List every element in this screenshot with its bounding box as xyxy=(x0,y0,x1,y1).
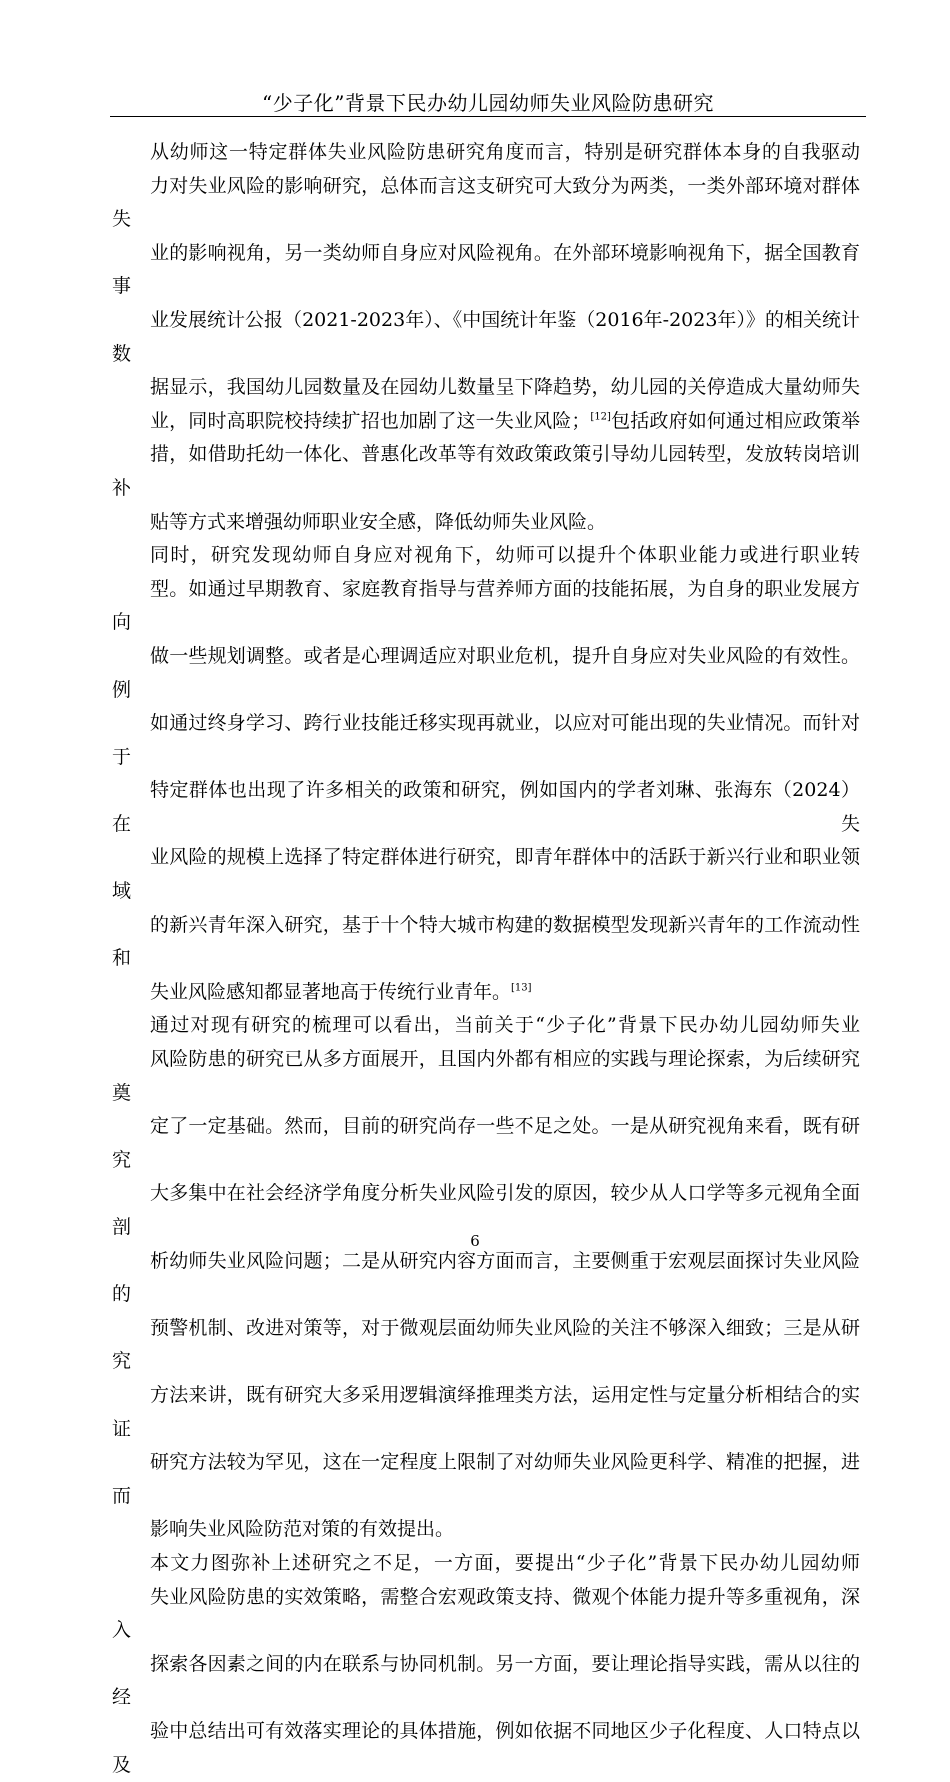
paragraph-4 xyxy=(112,1547,860,1782)
document-body xyxy=(112,136,860,1782)
text-line: 方法来讲，既有研究大多采用逻辑演绎推理类方法，运用定性与定量分析相结合的实证 xyxy=(112,1383,860,1440)
text-line: 风险防患的研究已从多方面展开，且国内外都有相应的实践与理论探索，为后续研究奠 xyxy=(112,1048,860,1104)
citation-marker: [13] xyxy=(511,982,532,994)
text-line: 如通过终身学习、跨行业技能迁移实现再就业，以应对可能出现的失业情况。而针对于 xyxy=(112,712,860,768)
text-line: 同时，研究发现幼师自身应对视角下，幼师可以提升个体职业能力或进行职业转 xyxy=(150,544,860,567)
text-line-with-citation xyxy=(112,976,860,1010)
text-line: 预警机制、改进对策等，对于微观层面幼师失业风险的关注不够深入细致；三是从研究 xyxy=(112,1316,860,1373)
text-line: 特定群体也出现了许多相关的政策和研究，例如国内的学者刘琳、张海东（2024）在失 xyxy=(112,779,860,835)
text-line: 做一些规划调整。或者是心理调适应对职业危机，提升自身应对失业风险的有效性。例 xyxy=(112,644,860,701)
text-line: 业风险的规模上选择了特定群体进行研究，即青年群体中的活跃于新兴行业和职业领域 xyxy=(112,846,860,903)
text-line: 研究方法较为罕见，这在一定程度上限制了对幼师失业风险更科学、精准的把握，进而 xyxy=(112,1451,860,1507)
text-line: 力对失业风险的影响研究，总体而言这支研究可大致分为两类，一类外部环境对群体失 xyxy=(112,174,860,231)
text-line: 定了一定基础。然而，目前的研究尚存一些不足之处。一是从研究视角来看，既有研究 xyxy=(112,1115,860,1171)
text-line: 贴等方式来增强幼师职业安全感，降低幼师失业风险。 xyxy=(150,510,607,533)
text-segment: 业，同时高职院校持续扩招也加剧了这一失业风险； xyxy=(150,409,591,432)
text-line: 析幼师失业风险问题；二是从研究内容方面而言，主要侧重于宏观层面探讨失业风险的 xyxy=(112,1249,860,1306)
page-number: 6 xyxy=(470,1232,480,1250)
text-segment: 失业风险感知都显著地高于传统行业青年。 xyxy=(150,980,512,1003)
text-segment: 包括政府如何通过相应政策举 xyxy=(610,409,860,432)
text-line: 通过对现有研究的梳理可以看出，当前关于“少子化”背景下民办幼儿园幼师失业 xyxy=(150,1014,860,1037)
text-line: 本文力图弥补上述研究之不足，一方面，要提出“少子化”背景下民办幼儿园幼师 xyxy=(150,1551,860,1574)
text-line: 验中总结出可有效落实理论的具体措施，例如依据不同地区少子化程度、人口特点以及 xyxy=(112,1719,860,1776)
text-line: 措，如借助托幼一体化、普惠化改革等有效政策政策引导幼儿园转型，发放转岗培训补 xyxy=(112,443,860,499)
text-line: 失业风险防患的实效策略，需整合宏观政策支持、微观个体能力提升等多重视角，深入 xyxy=(112,1585,860,1642)
paragraph-1 xyxy=(112,136,860,539)
text-line: 据显示，我国幼儿园数量及在园幼儿数量呈下降趋势，幼儿园的关停造成大量幼师失 xyxy=(150,376,860,399)
running-header: “少子化”背景下民办幼儿园幼师失业风险防患研究 xyxy=(262,91,714,115)
text-line: 影响失业风险防范对策的有效提出。 xyxy=(150,1518,455,1541)
citation-marker: [12] xyxy=(590,411,611,423)
text-line: 业的影响视角，另一类幼师自身应对风险视角。在外部环境影响视角下，据全国教育事 xyxy=(112,241,860,298)
text-line: 型。如通过早期教育、家庭教育指导与营养师方面的技能拓展，为自身的职业发展方向 xyxy=(112,577,860,634)
header-rule xyxy=(110,116,866,117)
text-line: 从幼师这一特定群体失业风险防患研究角度而言，特别是研究群体本身的自我驱动 xyxy=(150,141,860,163)
text-line: 的新兴青年深入研究，基于十个特大城市构建的数据模型发现新兴青年的工作流动性和 xyxy=(112,913,860,970)
paragraph-3 xyxy=(112,1009,860,1547)
text-line-with-citation xyxy=(112,405,860,439)
text-line: 大多集中在社会经济学角度分析失业风险引发的原因，较少从人口学等多元视角全面剖 xyxy=(112,1182,860,1238)
paragraph-2 xyxy=(112,539,860,1009)
text-line: 探索各因素之间的内在联系与协同机制。另一方面，要让理论指导实践，需从以往的经 xyxy=(112,1652,860,1709)
text-line: 业发展统计公报（2021-2023年）、《中国统计年鉴（2016年-2023年）》的相关统计数 xyxy=(112,308,860,365)
